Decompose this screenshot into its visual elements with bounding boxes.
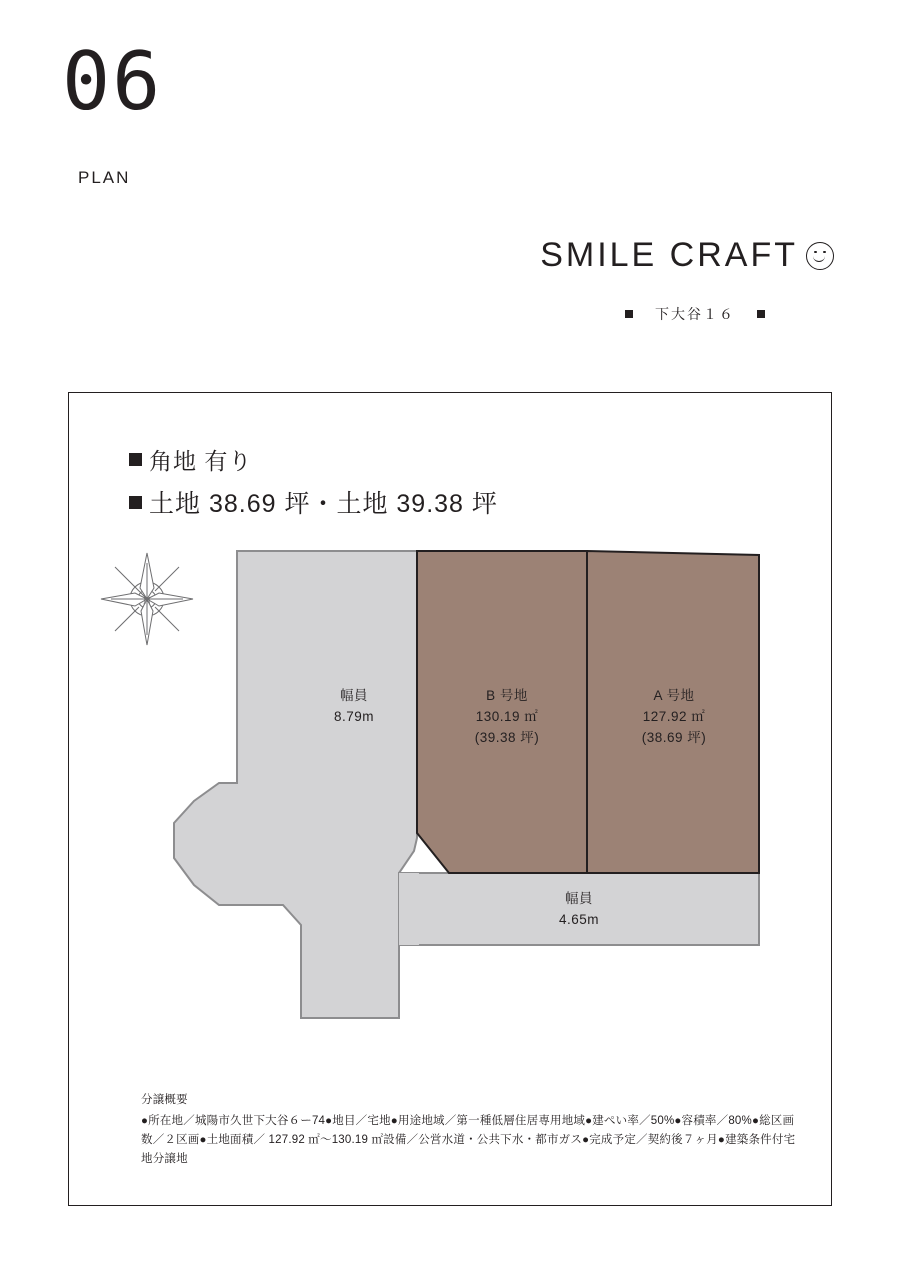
lot-a-area-tsubo: (38.69 坪) <box>641 730 707 745</box>
lot-b-name: B 号地 <box>486 688 528 703</box>
road-horizontal-label <box>524 888 634 930</box>
site-name-banner <box>625 304 765 324</box>
headline-block <box>129 443 498 520</box>
lot-b-area-sqm: 130.19 ㎡ <box>475 709 539 724</box>
road-vertical-label <box>299 685 409 727</box>
lot-a-label <box>614 685 734 748</box>
square-bullet-icon <box>129 453 142 466</box>
notes-title: 分譲概要 <box>141 1094 188 1106</box>
headline-line-1-text: 角地 有り <box>149 448 253 474</box>
lot-b-label <box>447 685 567 748</box>
plan-frame <box>68 392 832 1206</box>
square-bullet-icon <box>757 310 765 318</box>
notes-body: ●所在地／城陽市久世下大谷６ー74●地目／宅地●用途地域／第一種低層住居専用地域●建ぺい率／50%●容積率／80%●総区画数／２区画●土地面積／ 127.92 ㎡〜130.19 ㎡設備／公営水道・公共下水・都市ガス●完成予定／契約後７ヶ月●建築条件付宅地分譲地 <box>141 1115 796 1165</box>
square-bullet-icon <box>625 310 633 318</box>
road-junction-fill <box>399 873 419 945</box>
headline-line-1 <box>129 443 498 476</box>
smiley-face-icon <box>806 242 834 270</box>
headline-line-2 <box>129 484 498 520</box>
lot-b-area-tsubo: (39.38 坪) <box>474 730 540 745</box>
plan-number: 06 <box>62 35 163 128</box>
site-plan-diagram <box>69 533 832 1053</box>
square-bullet-icon <box>129 496 142 509</box>
headline-line-2-text: 土地 38.69 坪・土地 39.38 坪 <box>149 490 498 518</box>
lot-a-name: A 号地 <box>653 688 695 703</box>
plan-label: PLAN <box>78 168 131 187</box>
road-vertical-label-width: 8.79m <box>333 709 375 724</box>
brand-logo <box>540 236 834 275</box>
site-name-label: 下大谷１６ <box>655 306 735 322</box>
notes-block <box>141 1091 801 1169</box>
road-horizontal-label-title: 幅員 <box>565 891 593 906</box>
road-vertical-label-title: 幅員 <box>340 688 368 703</box>
svg-text:N: N <box>143 595 151 607</box>
lot-a-area-sqm: 127.92 ㎡ <box>642 709 706 724</box>
compass-rose-icon <box>101 553 193 645</box>
brand-name: SMILE CRAFT <box>540 236 798 274</box>
road-vertical-shape <box>174 551 417 1018</box>
road-horizontal-label-width: 4.65m <box>558 912 600 927</box>
